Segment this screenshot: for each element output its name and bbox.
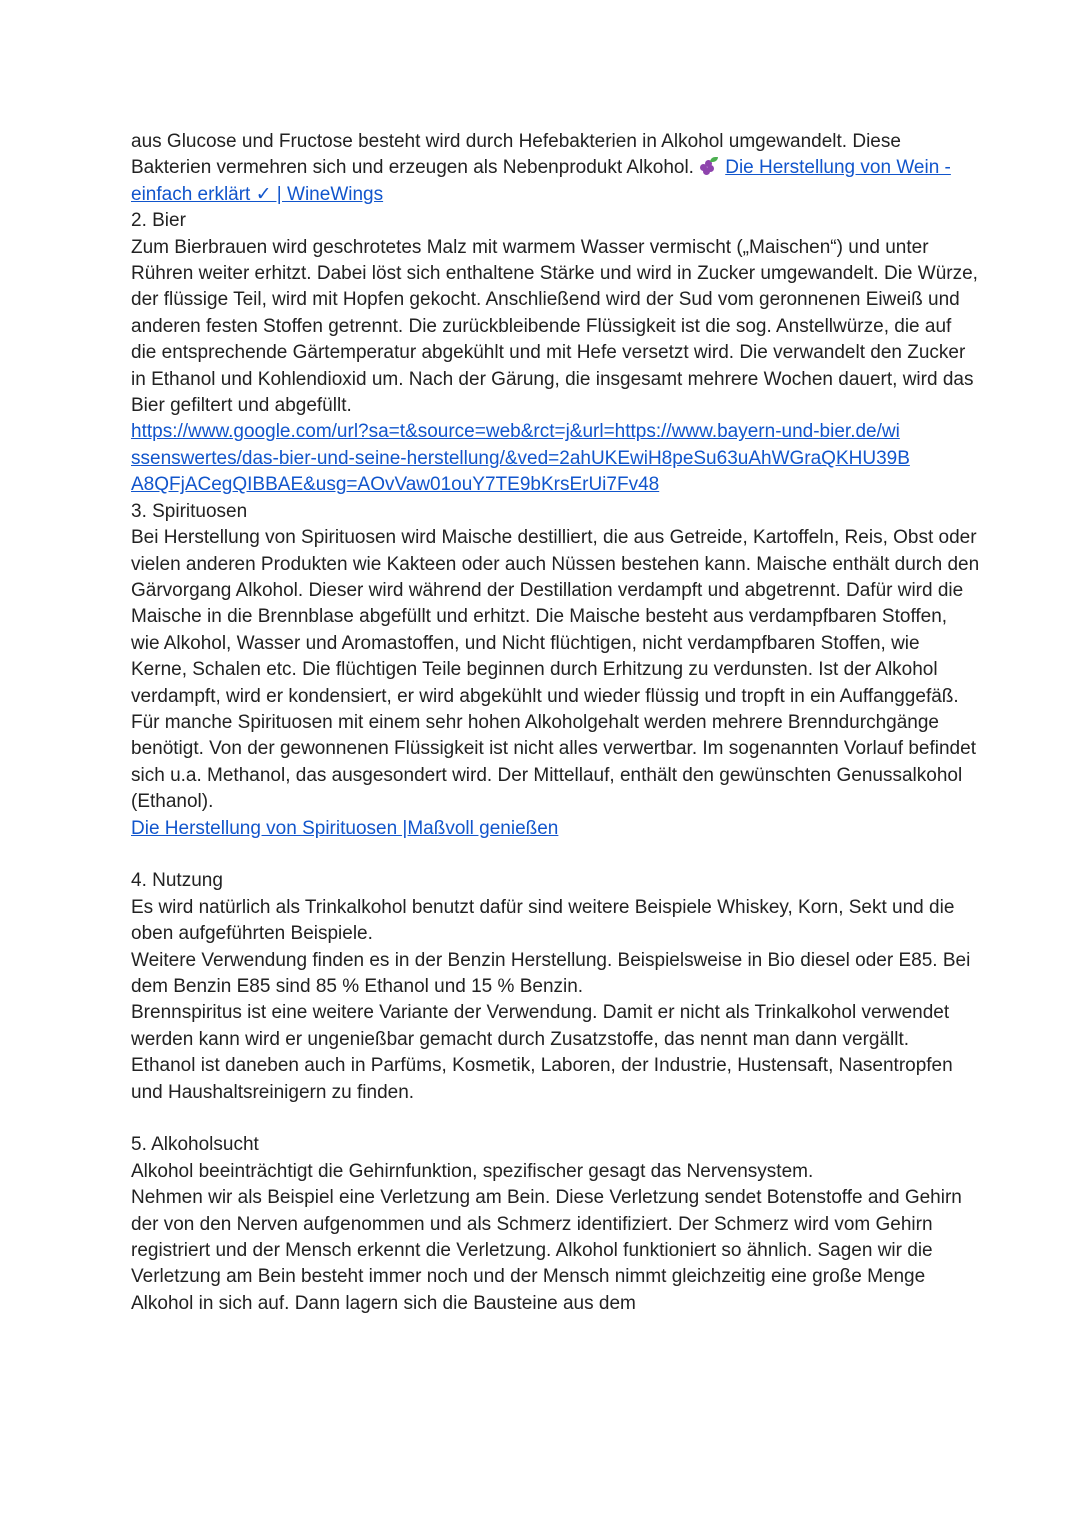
- beer-source-link[interactable]: https://www.google.com/url?sa=t&source=web&rct=j&url=https://www.bayern-und-bier.de/wi ssenswertes/das-bier-und-seine-herstellung/&ved=2ahUKEwiH8peSu63uAhWGraQKHU39B A8QFjACegQIBBAE&usg=AOvVaw01ouY7TE9bKrsErUi7Fv48: [131, 421, 910, 496]
- wine-paragraph: [131, 129, 980, 208]
- beer-paragraph: Zum Bierbrauen wird geschrotetes Malz mit warmem Wasser vermischt („Maischen“) und unter Rühren weiter erhitzt. Dabei löst sich enthaltene Stärke und wird in Zucker umgewandelt. Die Würze, der flüssige Teil, wird mit Hopfen gekocht. Anschließend wird der Sud vom geronnenen Eiweiß und anderen festen Stoffen getrennt. Die zurückbleibende Flüssigkeit ist die sog. Anstellwürze, die auf die entsprechende Gärtemperatur abgekühlt und mit Hefe versetzt wird. Die verwandelt den Zucker in Ethanol und Kohlendioxid um. Nach der Gärung, die insgesamt mehrere Wochen dauert, wird das Bier gefiltert und abgefüllt.: [131, 236, 978, 417]
- usage-paragraph-2: Weitere Verwendung finden es in der Benzin Herstellung. Beispielsweise in Bio diesel oder E85. Bei dem Benzin E85 sind 85 % Ethanol und 15 % Benzin.: [131, 949, 971, 997]
- wine-text: aus Glucose und Fructose besteht wird durch Hefebakterien in Alkohol umgewandelt. Diese Bakterien vermehren sich und erzeugen als Nebenprodukt Alkohol.: [131, 131, 901, 179]
- beer-heading: 2. Bier: [131, 210, 186, 232]
- wine-source-link[interactable]: Die Herstellung von Wein - einfach erklärt ✓ | WineWings: [131, 157, 951, 205]
- addiction-heading: 5. Alkoholsucht: [131, 1134, 259, 1156]
- spirits-heading: 3. Spirituosen: [131, 500, 248, 522]
- spacer: [131, 842, 980, 868]
- addiction-paragraph-1: Alkohol beeinträchtigt die Gehirnfunktion, spezifischer gesagt das Nervensystem.: [131, 1160, 814, 1182]
- usage-paragraph-4: Ethanol ist daneben auch in Parfüms, Kosmetik, Laboren, der Industrie, Hustensaft, Nasentropfen und Haushaltsreinigern zu finden.: [131, 1055, 953, 1103]
- spirits-source-link[interactable]: Die Herstellung von Spirituosen |Maßvoll genießen: [131, 817, 559, 839]
- beer-source-link-wrap: [131, 419, 980, 498]
- usage-heading: 4. Nutzung: [131, 870, 223, 892]
- spacer: [131, 1106, 980, 1132]
- addiction-paragraph-2: Nehmen wir als Beispiel eine Verletzung am Bein. Diese Verletzung sendet Botenstoffe and Gehirn der von den Nerven aufgenommen und als Schmerz identifiziert. Der Schmerz wird vom Gehirn registriert und der Mensch erkennt die Verletzung. Alkohol funktioniert so ähnlich. Sagen wir die Verletzung am Bein besteht immer noch und der Mensch nimmt gleichzeitig eine große Menge Alkohol in sich auf. Dann lagern sich die Bausteine aus dem: [131, 1187, 962, 1314]
- spirits-paragraph: Bei Herstellung von Spirituosen wird Maische destilliert, die aus Getreide, Kartoffeln, Reis, Obst oder vielen anderen Produkten wie Kakteen oder auch Nüssen bestehen kann. Maische enthält durch den Gärvorgang Alkohol. Dieser wird während der Destillation verdampft und abgetrennt. Dafür wird die Maische in die Brennblase abgefüllt und erhitzt. Die Maische besteht aus verdampfbaren Stoffen, wie Alkohol, Wasser und Aromastoffen, und Nicht flüchtigen, nicht verdampfbaren Stoffen, wie Kerne, Schalen etc. Die flüchtigen Teile beginnen durch Erhitzung zu verdunsten. Ist der Alkohol verdampft, wird er kondensiert, er wird abgekühlt und wieder flüssig und tropft in ein Auffanggefäß. Für manche Spirituosen mit einem sehr hohen Alkoholgehalt werden mehrere Brenndurchgänge benötigt. Von der gewonnenen Flüssigkeit ist nicht alles verwertbar. Im sogenannten Vorlauf befindet sich u.a. Methanol, das ausgesondert wird. Der Mittellauf, enthält den gewünschten Genussalkohol (Ethanol).: [131, 527, 980, 813]
- spirits-source-link-wrap: [131, 816, 980, 842]
- usage-paragraph-1: Es wird natürlich als Trinkalkohol benutzt dafür sind weitere Beispiele Whiskey, Korn, Sekt und die oben aufgeführten Beispiele.: [131, 896, 955, 945]
- usage-paragraph-3: Brennspiritus ist eine weitere Variante der Verwendung. Damit er nicht als Trinkalkohol verwendet werden kann wird er ungenießbar gemacht durch Zusatzstoffe, das nennt man dann vergällt.: [131, 1002, 950, 1050]
- grape-icon: [699, 157, 719, 175]
